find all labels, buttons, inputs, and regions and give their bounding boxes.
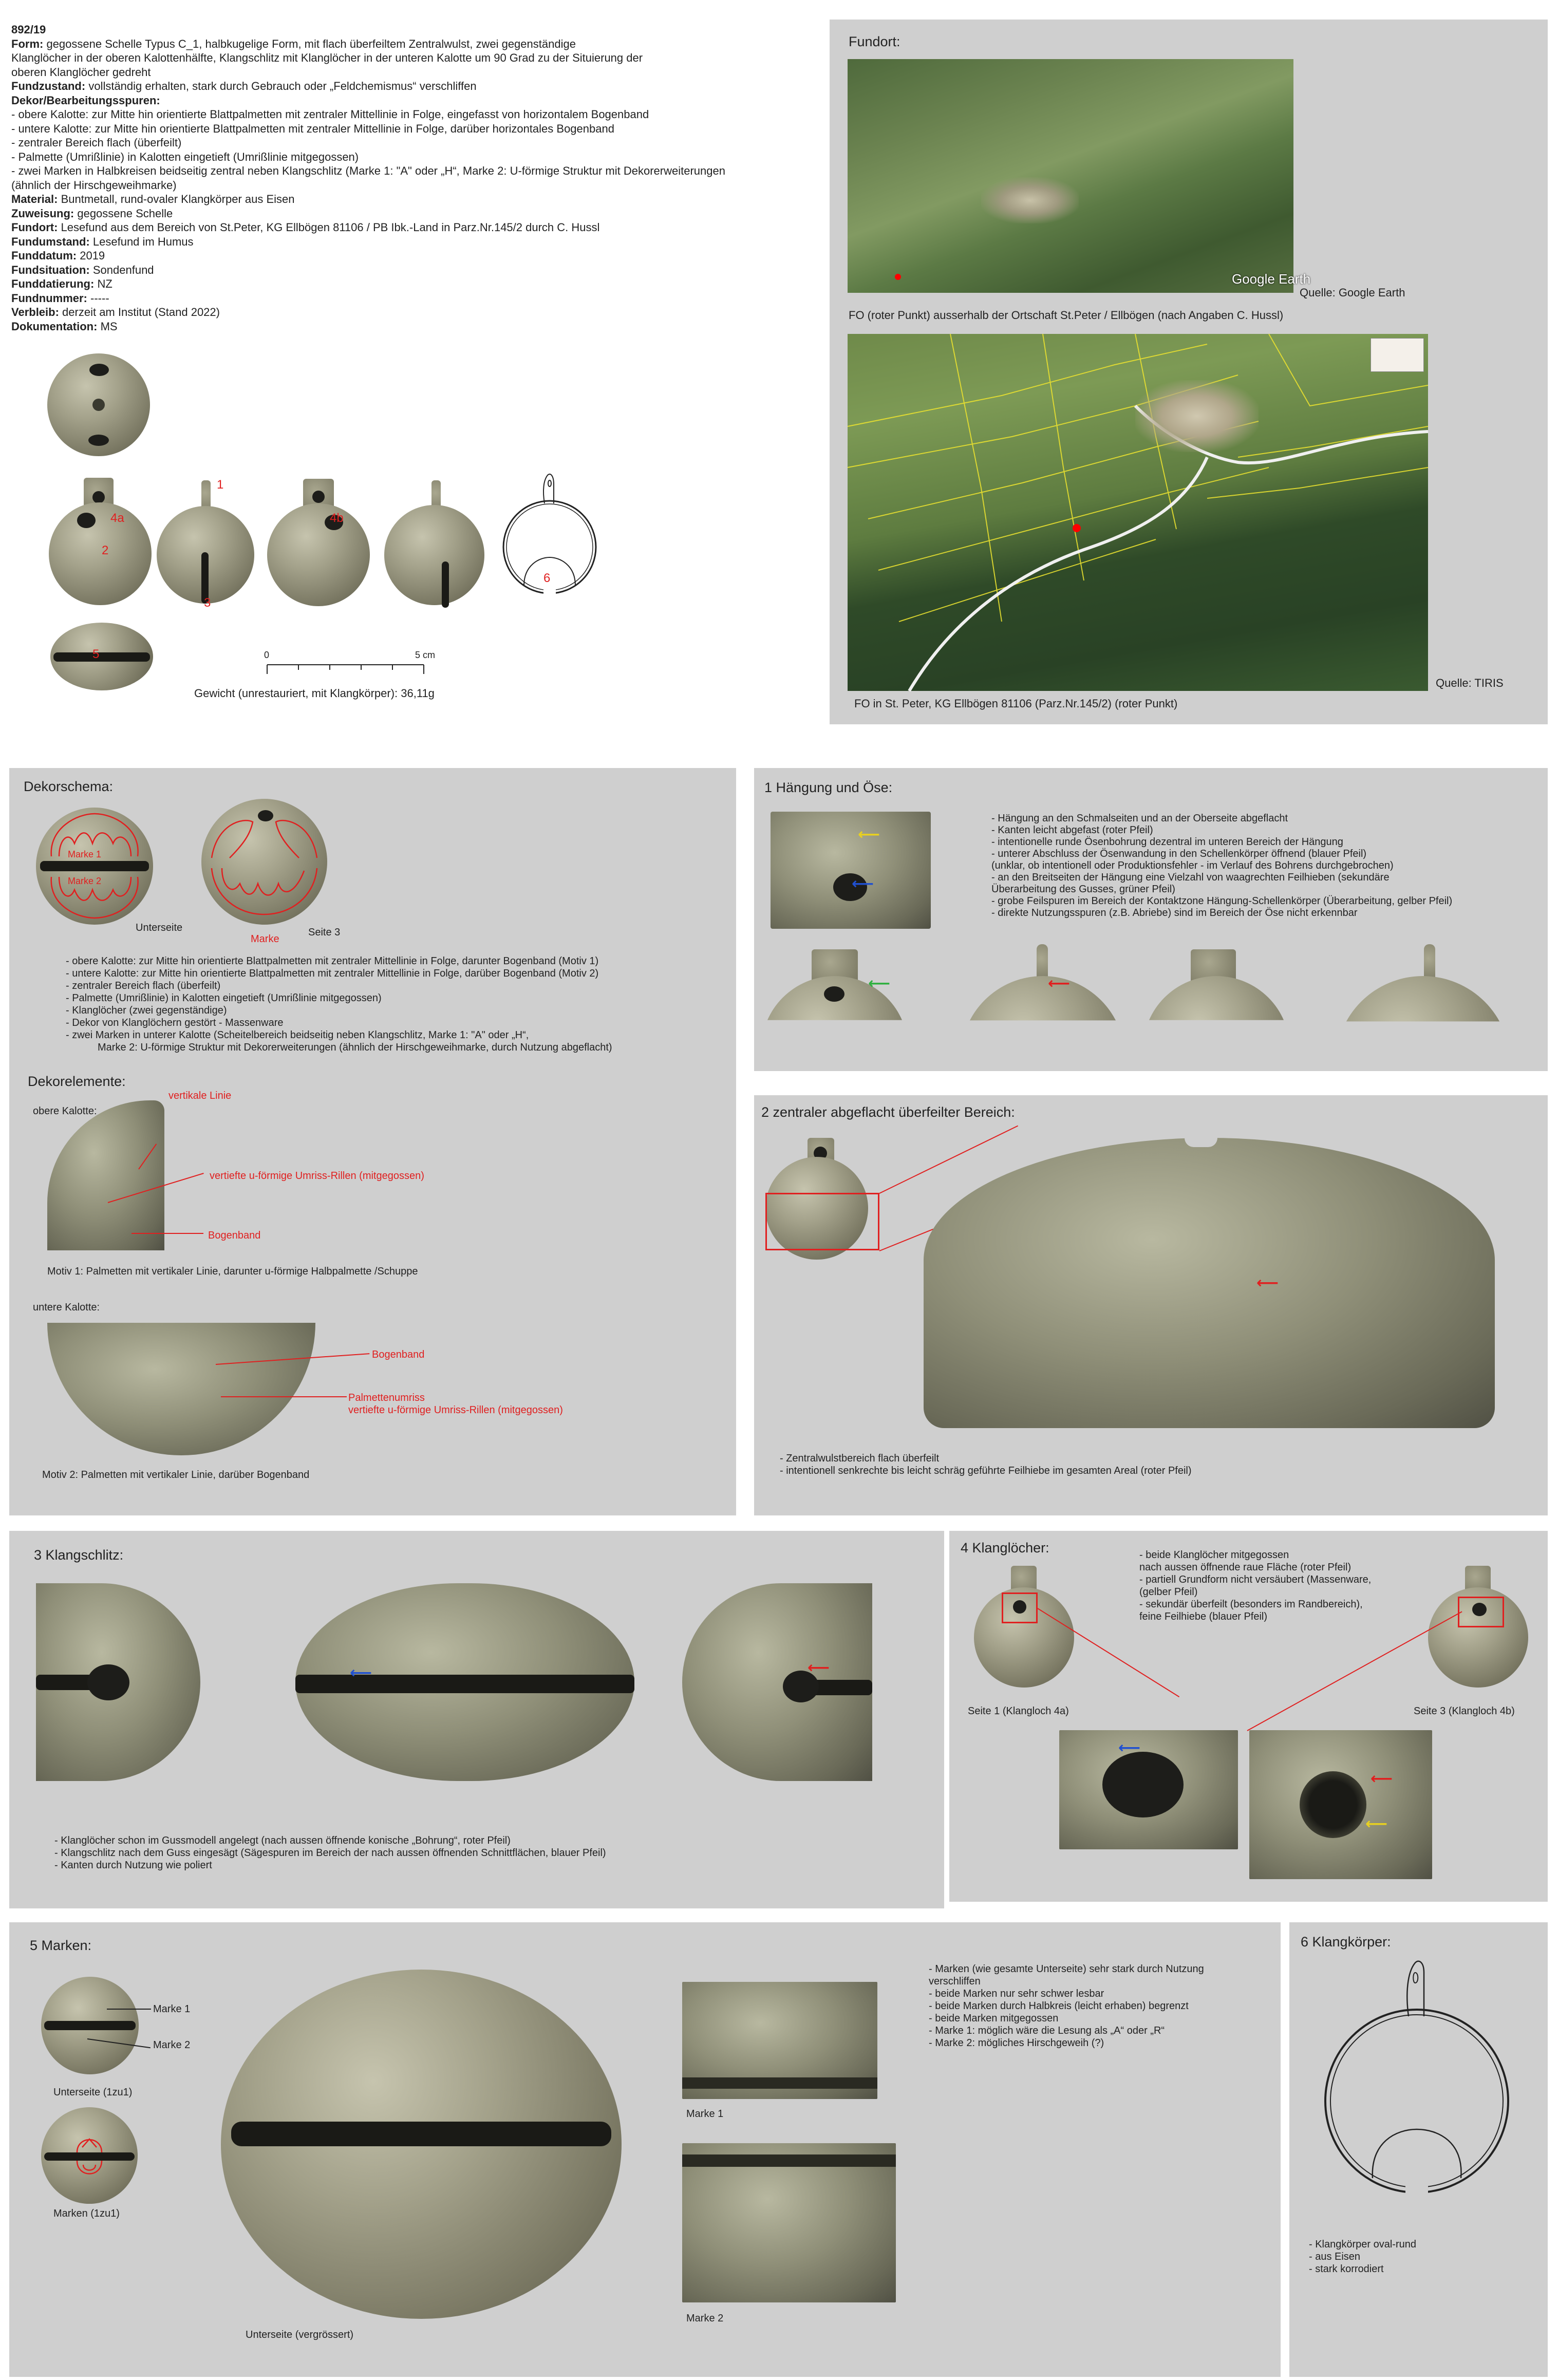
pointer-line	[107, 2009, 151, 2010]
schema-marke: Marke	[251, 933, 279, 945]
dokumentation-label: Dokumentation:	[11, 320, 98, 333]
mark2-closeup-photo	[682, 2143, 896, 2302]
fundumstand-text: Lesefund im Humus	[92, 235, 194, 248]
sound-hole-4b	[1472, 1603, 1487, 1616]
dokumentation-text: MS	[100, 320, 118, 333]
weight-text: Gewicht (unrestauriert, mit Klangkörper): 36,11g	[194, 687, 435, 700]
red-dot-marker	[1073, 524, 1081, 532]
settlement-area	[981, 177, 1079, 223]
schema-marke1: Marke 1	[68, 849, 102, 859]
schema-seite3: Seite 3	[308, 927, 341, 938]
mark-outline-red	[41, 2107, 138, 2204]
suspension-loop	[92, 399, 105, 411]
funddatum-text: 2019	[80, 249, 105, 262]
fundzustand-text: vollständig erhalten, stark durch Gebrauch oder „Feldchemismus“ verschliffen	[88, 80, 477, 92]
klangkoerper-title: 6 Klangkörper:	[1301, 1934, 1391, 1950]
form-text: gegossene Schelle Typus C_1, halbkugelige Form, mit flach überfeiltem Zentralwulst, zwei gegenständige	[46, 37, 576, 50]
haengung-line: (unklar, ob intentionell oder Produktionsfehler - im Verlauf des Bohrens durchgebrochen)	[991, 860, 1394, 871]
schema-line: - zentraler Bereich flach (überfeilt)	[66, 980, 221, 991]
fundzustand-label: Fundzustand:	[11, 80, 86, 92]
side3-schema-photo	[201, 799, 327, 925]
blue-arrow: ⟵	[350, 1664, 372, 1682]
slot-photo-right	[682, 1583, 872, 1781]
loop-hole	[92, 491, 105, 503]
fundnummer-text: -----	[90, 291, 109, 305]
marken-line: - beide Marken nur sehr schwer lesbar	[929, 1988, 1104, 1999]
fundnummer-label: Fundnummer:	[11, 291, 87, 305]
label-2: 2	[102, 544, 109, 557]
fundumstand-label: Fundumstand:	[11, 235, 90, 248]
fundort-text: Lesefund aus dem Bereich von St.Peter, KG Ellbögen 81106 / PB Ibk.-Land in Parz.Nr.145/2 durch C. Hussl	[61, 221, 600, 234]
red-dot-marker	[895, 274, 901, 280]
haengung-title: 1 Hängung und Öse:	[764, 780, 893, 795]
unterseite-vergr-caption: Unterseite (vergrössert)	[246, 2329, 354, 2340]
loop-hole	[824, 986, 844, 1002]
label-4b: 4b	[330, 511, 344, 525]
verbleib-label: Verbleib:	[11, 306, 59, 318]
zentral-title: 2 zentraler abgeflacht überfeilter Bereich:	[761, 1104, 1015, 1120]
klangschlitz-line: - Klangschlitz nach dem Guss eingesägt (Sägespuren im Bereich der nach aussen öffnenden Schnittflächen, blauer Pfeil)	[54, 1847, 606, 1859]
fundort-label: Fundort:	[11, 221, 58, 234]
sound-hole	[1300, 1771, 1366, 1838]
source-google: Quelle: Google Earth	[1300, 286, 1405, 299]
slot-edge	[682, 2154, 896, 2167]
loop-hole	[312, 491, 325, 503]
funddatum-label: Funddatum:	[11, 249, 77, 262]
marken-line: - beide Marken durch Halbkreis (leicht erhaben) begrenzt	[929, 2000, 1189, 2012]
fundort-title: Fundort:	[849, 34, 900, 49]
fundsituation-text: Sondenfund	[92, 263, 154, 276]
dekor-label: Dekor/Bearbeitungsspuren:	[11, 93, 160, 107]
dekorelemente-title: Dekorelemente:	[28, 1074, 126, 1089]
loop-closeup-photo	[771, 812, 931, 929]
sound-slot	[231, 2122, 611, 2146]
blue-arrow: ⟵	[852, 875, 874, 893]
klangschlitz-title: 3 Klangschlitz:	[34, 1547, 124, 1563]
yellow-arrow: ⟵	[1365, 1815, 1388, 1833]
klangschlitz-line: - Klanglöcher schon im Gussmodell angelegt (nach aussen öffnende konische „Bohrung“, roter Pfeil)	[54, 1835, 511, 1846]
zentral-line: - Zentralwulstbereich flach überfeilt	[780, 1453, 940, 1464]
klangschlitz-line: - Kanten durch Nutzung wie poliert	[54, 1860, 212, 1871]
central-area-closeup	[924, 1138, 1495, 1428]
fundsituation-label: Fundsituation:	[11, 263, 90, 276]
bell-top-view-photo	[47, 353, 150, 456]
klangloecher-line: nach aussen öffnende raue Fläche (roter Pfeil)	[1139, 1562, 1351, 1573]
label-6: 6	[543, 571, 551, 585]
klangkoerper-line: - Klangkörper oval-rund	[1309, 2239, 1416, 2250]
green-arrow: ⟵	[868, 975, 891, 992]
google-earth-watermark: Google Earth	[1232, 271, 1311, 287]
haengung-line: - Kanten leicht abgefast (roter Pfeil)	[991, 824, 1153, 836]
label-rillen-2: vertiefte u-förmige Umriss-Rillen (mitgegossen)	[348, 1404, 563, 1416]
bell-side3-photo	[267, 503, 370, 606]
palmette-outline-red	[201, 799, 327, 925]
dekor-line: - zwei Marken in Halbkreisen beidseitig zentral neben Klangschlitz (Marke 1: "A" oder „H“, Marke 2: U-förmige Struktur mit Dekorerweiterungen	[11, 164, 725, 177]
zuweisung-label: Zuweisung:	[11, 207, 74, 220]
sound-slot	[44, 2021, 136, 2030]
hole-4a-closeup	[1059, 1730, 1238, 1849]
seite1-caption: Seite 1 (Klangloch 4a)	[968, 1706, 1069, 1717]
scale-bar	[267, 663, 431, 678]
label-bogenband-2: Bogenband	[372, 1349, 425, 1360]
label-rillen: vertiefte u-förmige Umriss-Rillen (mitgegossen)	[210, 1170, 424, 1182]
hole-notch	[1185, 1138, 1217, 1147]
marke2-label: Marke 2	[153, 2039, 191, 2051]
klangkoerper-line: - aus Eisen	[1309, 2251, 1361, 2262]
mark2-closeup-caption: Marke 2	[686, 2313, 724, 2324]
dekor-line: - untere Kalotte: zur Mitte hin orientierte Blattpalmetten mit zentraler Mittellinie in Folge, darüber horizontales Bogenband	[11, 122, 614, 135]
schema-line: - Klanglöcher (zwei gegenständige)	[66, 1005, 227, 1016]
funddatierung-label: Funddatierung:	[11, 277, 95, 290]
form-text-2: Klanglöcher in der oberen Kalottenhälfte, Klangschlitz mit Klanglöcher in der unteren Kalotte um 90 Grad zu der Situierung der	[11, 51, 643, 64]
mark1-closeup-photo	[682, 1982, 877, 2099]
verbleib-text: derzeit am Institut (Stand 2022)	[62, 306, 220, 318]
schema-line: - obere Kalotte: zur Mitte hin orientierte Blattpalmetten mit zentraler Mittellinie in Folge, darunter Bogenband (Motiv 1)	[66, 955, 599, 967]
area-highlight-box	[765, 1193, 879, 1250]
marken-line: verschliffen	[929, 1976, 981, 1987]
klangloecher-line: - partiell Grundform nicht versäubert (Massenware,	[1139, 1574, 1372, 1585]
overview-inset	[1371, 338, 1424, 372]
marken-line: - beide Marken mitgegossen	[929, 2013, 1059, 2024]
klangloecher-line: - beide Klanglöcher mitgegossen	[1139, 1549, 1289, 1561]
bell-side1-photo	[49, 502, 152, 605]
red-arrow: ⟵	[1256, 1274, 1279, 1292]
funddatierung-text: NZ	[97, 277, 112, 290]
source-tiris: Quelle: TIRIS	[1436, 677, 1504, 689]
scale-five-label: 5 cm	[415, 650, 436, 660]
klangloecher-line: - sekundär überfeilt (besonders im Randbereich),	[1139, 1599, 1363, 1610]
bell-underside-photo	[50, 623, 153, 690]
object-id: 892/19	[11, 23, 46, 36]
haengung-line: - intentionelle runde Ösenbohrung dezentral im unteren Bereich der Hängung	[991, 836, 1343, 848]
mark1-closeup-caption: Marke 1	[686, 2108, 724, 2120]
sound-hole-4a	[77, 513, 96, 528]
sound-slot	[295, 1675, 634, 1693]
unterseite-1zu1-caption: Unterseite (1zu1)	[53, 2087, 133, 2098]
marken-line: - Marke 2: mögliches Hirschgeweih (?)	[929, 2037, 1104, 2049]
marken-line: - Marke 1: möglich wäre die Lesung als „A“ oder „R“	[929, 2025, 1165, 2036]
material-label: Material:	[11, 193, 58, 205]
sound-slot	[53, 652, 150, 662]
klangloecher-title: 4 Klanglöcher:	[961, 1540, 1049, 1556]
map2-caption: FO in St. Peter, KG Ellbögen 81106 (Parz.Nr.145/2) (roter Punkt)	[854, 697, 1178, 710]
label-1: 1	[217, 478, 224, 492]
bell-side2-photo	[157, 506, 254, 604]
motiv2-caption: Motiv 2: Palmetten mit vertikaler Linie, darüber Bogenband	[42, 1469, 310, 1481]
marks-highlight-photo	[41, 2107, 138, 2204]
dekor-line: (ähnlich der Hirschgeweihmarke)	[11, 178, 177, 192]
schema-line: - untere Kalotte: zur Mitte hin orientierte Blattpalmetten mit zentraler Mittellinie in Folge, darüber Bogenband (Motiv 2)	[66, 968, 599, 979]
form-label: Form:	[11, 37, 44, 50]
hole-4b-closeup	[1249, 1730, 1432, 1879]
underside-small-photo	[41, 1977, 139, 2074]
klangloecher-line: feine Feilhiebe (blauer Pfeil)	[1139, 1611, 1268, 1622]
form-text-3: oberen Klanglöcher gedreht	[11, 65, 151, 79]
dekorschema-title: Dekorschema:	[24, 779, 114, 794]
schema-unterseite: Unterseite	[136, 922, 183, 933]
sound-hole-4a	[1013, 1600, 1026, 1614]
bell-side4-photo	[384, 505, 484, 605]
label-palmettenumriss: Palmettenumriss	[348, 1392, 425, 1403]
haengung-line: - direkte Nutzungsspuren (z.B. Abriebe) sind im Bereich der Öse nicht erkennbar	[991, 907, 1358, 919]
pointer-line	[221, 1396, 347, 1397]
sound-hole	[1102, 1752, 1184, 1817]
haengung-line: Überarbeitung des Gusses, grüner Pfeil)	[991, 884, 1175, 895]
motiv1-caption: Motiv 1: Palmetten mit vertikaler Linie, darunter u-förmige Halbpalmette /Schuppe	[47, 1266, 418, 1277]
label-3: 3	[204, 596, 211, 610]
pointer-line	[132, 1233, 203, 1234]
haengung-line: - grobe Feilspuren im Bereich der Kontaktzone Hängung-Schellenkörper (Überarbeitung, gelber Pfeil)	[991, 895, 1453, 907]
schema-line: - Palmette (Umrißlinie) in Kalotten eingetieft (Umrißlinie mitgegossen)	[66, 992, 382, 1004]
underside-large-photo	[221, 1970, 622, 2319]
scale-zero-label: 0	[264, 650, 270, 660]
seite3-caption: Seite 3 (Klangloch 4b)	[1414, 1706, 1515, 1717]
haengung-line: - an den Breitseiten der Hängung eine Vielzahl von waagrechten Feilhieben (sekundäre	[991, 872, 1390, 883]
yellow-arrow: ⟵	[858, 826, 880, 844]
haengung-line: - Hängung an den Schmalseiten und an der Oberseite abgeflacht	[991, 813, 1288, 824]
label-vertikale-linie: vertikale Linie	[168, 1090, 232, 1101]
schema-line: - zwei Marken in unterer Kalotte (Scheitelbereich beidseitig neben Klangschlitz, Marke 1: "A" oder „H“,	[66, 1029, 529, 1041]
zentral-line: - intentionell senkrechte bis leicht schräg geführte Feilhiebe im gesamten Areal (roter Pfeil)	[780, 1465, 1192, 1476]
slot-photo-center	[295, 1583, 634, 1781]
label-4a: 4a	[110, 511, 124, 525]
schema-line: Marke 2: U-förmige Struktur mit Dekorerweiterungen (ähnlich der Hirschgeweihmarke, durch Nutzung abgeflacht)	[98, 1042, 612, 1053]
schema-line: - Dekor von Klanglöchern gestört - Massenware	[66, 1017, 284, 1028]
dekor-line: - Palmette (Umrißlinie) in Kalotten eingetieft (Umrißlinie mitgegossen)	[11, 150, 359, 163]
obere-kalotte-label: obere Kalotte:	[33, 1105, 97, 1117]
red-arrow: ⟵	[808, 1659, 830, 1677]
underside-schema-photo	[36, 808, 153, 925]
village-area	[1135, 380, 1259, 452]
tiris-map	[848, 334, 1428, 691]
sound-hole	[88, 435, 109, 446]
marken-1zu1-caption: Marken (1zu1)	[53, 2208, 120, 2219]
zuweisung-text: gegossene Schelle	[77, 207, 173, 220]
marken-line: - Marken (wie gesamte Unterseite) sehr stark durch Nutzung	[929, 1963, 1204, 1975]
catalog-entry	[11, 23, 802, 333]
label-bogenband-1: Bogenband	[208, 1230, 261, 1241]
untere-kalotte-label: untere Kalotte:	[33, 1302, 100, 1313]
marke1-label: Marke 1	[153, 2003, 191, 2015]
dekor-line: - obere Kalotte: zur Mitte hin orientierte Blattpalmetten mit zentraler Mittellinie in Folge, eingefasst von horizontalem Bogenband	[11, 108, 649, 121]
palmette-outline-red	[36, 808, 153, 925]
label-5: 5	[92, 647, 100, 661]
map1-caption: FO (roter Punkt) ausserhalb der Ortschaft St.Peter / Ellbögen (nach Angaben C. Hussl)	[849, 309, 1284, 322]
sound-hole	[89, 364, 109, 376]
sound-slot	[442, 561, 449, 608]
material-text: Buntmetall, rund-ovaler Klangkörper aus Eisen	[61, 193, 295, 205]
blue-arrow: ⟵	[1118, 1739, 1141, 1757]
google-earth-map	[848, 59, 1311, 293]
klangloecher-line: (gelber Pfeil)	[1139, 1586, 1198, 1598]
schema-marke2: Marke 2	[68, 876, 102, 886]
klangkoerper-line: - stark korrodiert	[1309, 2263, 1384, 2275]
marken-title: 5 Marken:	[30, 1938, 92, 1953]
red-arrow: ⟵	[1048, 975, 1071, 992]
sound-hole-end	[87, 1664, 129, 1700]
red-arrow: ⟵	[1371, 1770, 1393, 1788]
slot-edge	[682, 2077, 877, 2089]
dekor-line: - zentraler Bereich flach (überfeilt)	[11, 136, 182, 149]
klangkoerper-drawing	[1310, 1952, 1526, 2219]
haengung-line: - unterer Abschluss der Ösenwandung in den Schellenkörper öffnend (blauer Pfeil)	[991, 848, 1367, 859]
bell-section-drawing	[493, 470, 606, 611]
